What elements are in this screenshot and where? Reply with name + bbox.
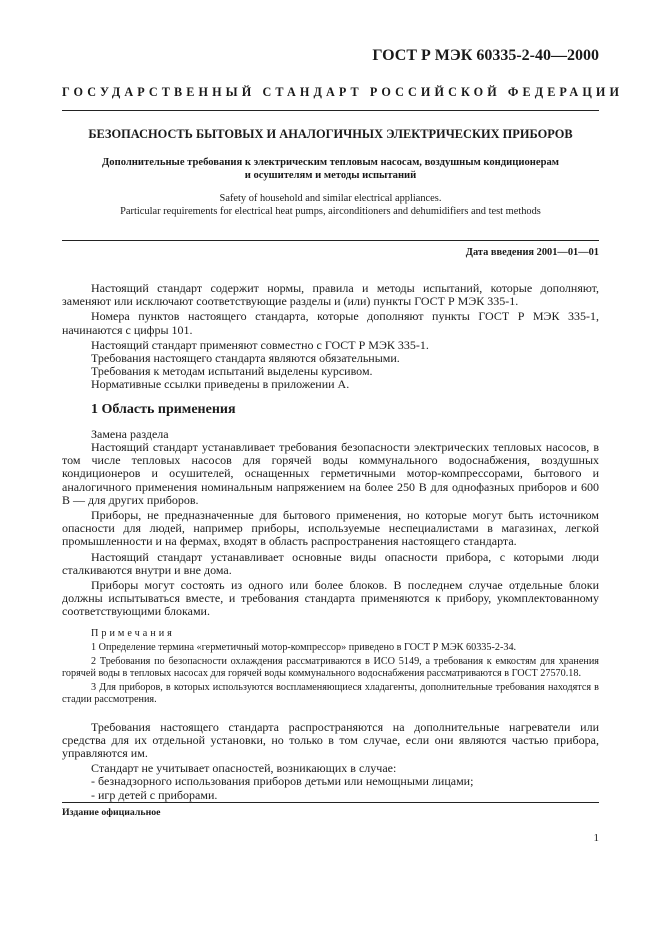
top-divider: [62, 110, 599, 111]
intro-paragraph: Нормативные ссылки приведены в приложении А.: [91, 377, 350, 392]
section-paragraph: Приборы могут состоять из одного или более блоков. В последнем случае отдельные блоки должны испытываться вместе, и требования стандарта применяются к прибору, укомплектованному соответствующими блоками.: [62, 578, 599, 619]
english-title-line-1: Safety of household and similar electrical appliances.: [219, 193, 442, 204]
section-heading: 1 Область применения: [91, 401, 236, 417]
document-code: ГОСТ Р МЭК 60335-2-40—2000: [372, 47, 599, 64]
standard-title: БЕЗОПАСНОСТЬ БЫТОВЫХ И АНАЛОГИЧНЫХ ЭЛЕКТРИЧЕСКИХ ПРИБОРОВ: [88, 127, 573, 141]
english-title-line-2: Particular requirements for electrical heat pumps, airconditioners and dehumidifiers and test methods: [120, 205, 541, 217]
section-paragraph: Требования настоящего стандарта распространяются на дополнительные нагреватели или средства для их отдельной установки, но только в том случае, если они являются частью прибора, управляются им.: [62, 719, 599, 761]
english-title: [62, 193, 599, 218]
note-item: 3 Для приборов, в которых используются воспламеняющиеся хладагенты, дополнительные требования находятся в стадии рассмотрения.: [62, 681, 599, 705]
subtitle-line-2: и осушителям и методы испытаний: [244, 170, 417, 181]
page-number: 1: [593, 832, 599, 844]
intro-paragraph: Номера пунктов настоящего стандарта, которые дополняют пункты ГОСТ Р МЭК 335-1, начинаются с цифры 101.: [62, 309, 599, 337]
bullet-item: - игр детей с приборами.: [91, 787, 218, 802]
notes-block: [62, 628, 599, 706]
document-body: [62, 282, 599, 802]
notes-heading: Примечания: [91, 627, 175, 639]
edition-label: Издание официальное: [62, 807, 161, 818]
bottom-divider: [62, 802, 599, 803]
note-item: 2 Требования по безопасности охлаждения рассматриваются в ИСО 5149, а требования к емкостям для хранения горячей воды в тепловых насосах для горячей воды коммунального водоснабжения рассматриваются в ГОСТ 27570.18.: [62, 655, 599, 679]
section-paragraph: Настоящий стандарт устанавливает основные виды опасности прибора, с которыми люди сталкиваются внутри и вне дома.: [62, 549, 599, 577]
section-paragraph: Настоящий стандарт устанавливает требования безопасности электрических тепловых насосов, в том числе тепловых насосов для горячей воды коммунального водоснабжения, воздушных кондиционеров и осушителей, оснащенных герметичными мотор-компрессорами, бытового и аналогичного применения номинальным напряжением на более 250 В для однофазных приборов и 600 В — для других приборов.: [62, 440, 599, 507]
introduction-date: Дата введения 2001—01—01: [465, 247, 599, 258]
intro-paragraph: Требования к методам испытаний выделены курсивом.: [91, 364, 373, 379]
middle-divider: [62, 240, 599, 241]
standard-subtitle: [62, 156, 599, 182]
bullet-item: - безнадзорного использования приборов детьми или немощными лицами;: [91, 774, 474, 789]
subtitle-line-1: Дополнительные требования к электрическим тепловым насосам, воздушным кондиционерам: [102, 157, 559, 168]
note-item: 1 Определение термина «герметичный мотор-компрессор» приведено в ГОСТ Р МЭК 60335-2-34.: [91, 641, 517, 653]
section-paragraph: Замена раздела: [91, 426, 169, 441]
section-paragraph: Стандарт не учитывает опасностей, возникающих в случае:: [91, 761, 397, 776]
scope-continuation: [62, 721, 599, 802]
intro-paragraph: Требования настоящего стандарта являются обязательными.: [91, 351, 400, 366]
section-paragraph: Приборы, не предназначенные для бытового применения, но которые могут быть источником опасности для людей, например приборы, используемые неспециалистами в магазинах, легкой промышленности и на фермах, входят в область распространения настоящего стандарта.: [62, 508, 599, 549]
intro-paragraph: Настоящий стандарт содержит нормы, правила и методы испытаний, которые дополняют, заменяют или исключают соответствующие разделы и (или) пункты ГОСТ Р МЭК 335-1.: [62, 281, 599, 309]
intro-paragraph: Настоящий стандарт применяют совместно с ГОСТ Р МЭК 335-1.: [91, 337, 429, 352]
state-standard-title: ГОСУДАРСТВЕННЫЙ СТАНДАРТ РОССИЙСКОЙ ФЕДЕРАЦИИ: [62, 85, 624, 99]
